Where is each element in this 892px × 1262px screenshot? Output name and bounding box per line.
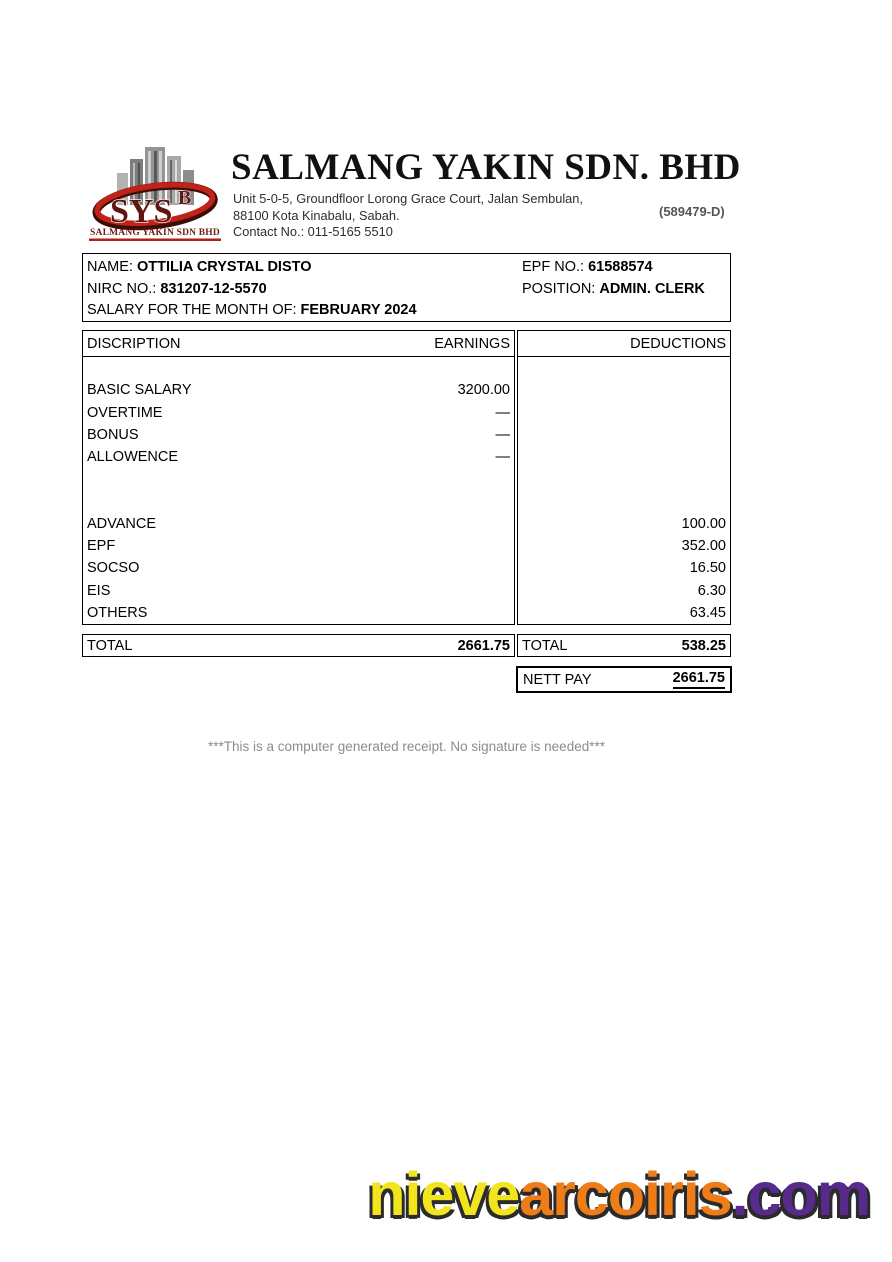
blank-row xyxy=(522,379,726,401)
row-label: EIS xyxy=(87,582,111,599)
address-line-2: 88100 Kota Kinabalu, Sabah. xyxy=(233,207,400,223)
nett-pay-box xyxy=(516,666,732,693)
deduction-label-row xyxy=(87,557,510,579)
row-label: OVERTIME xyxy=(87,404,163,421)
contact-line: Contact No.: 011-5165 5510 xyxy=(233,224,393,239)
row-amount: 100.00 xyxy=(681,515,726,532)
earnings-row xyxy=(87,446,510,468)
watermark-part-3: .com xyxy=(731,1160,870,1228)
earnings-column-header: EARNINGS xyxy=(434,335,510,352)
generated-receipt-note: ***This is a computer generated receipt. No signature is needed*** xyxy=(208,739,605,754)
salary-month-row xyxy=(87,300,726,322)
deductions-total-row xyxy=(517,634,731,657)
earnings-table-header xyxy=(83,331,514,357)
deduction-amount-row xyxy=(522,602,726,624)
deduction-label-row xyxy=(87,602,510,624)
deductions-table-header xyxy=(518,331,730,357)
employee-name-row xyxy=(87,257,522,279)
row-amount: — xyxy=(495,426,510,443)
deduction-amount-row xyxy=(522,535,726,557)
earnings-total-label: TOTAL xyxy=(87,637,133,654)
position-label: POSITION: xyxy=(522,280,596,297)
row-label: EPF xyxy=(87,538,116,555)
deductions-table xyxy=(517,330,731,625)
blank-row xyxy=(522,402,726,424)
logo-acronym-sup: B xyxy=(178,187,192,209)
earnings-row xyxy=(87,402,510,424)
blank-row xyxy=(522,468,726,490)
earnings-table xyxy=(82,330,515,625)
deductions-total-label: TOTAL xyxy=(522,637,568,654)
description-column-header: DISCRIPTION xyxy=(87,335,181,352)
watermark-part-1: nieve xyxy=(368,1160,520,1228)
deductions-total-amount: 538.25 xyxy=(681,637,726,654)
row-label: SOCSO xyxy=(87,560,140,577)
logo-underline xyxy=(89,239,221,242)
nett-pay-label: NETT PAY xyxy=(523,671,592,688)
name-label: NAME: xyxy=(87,259,133,275)
nirc-number: 831207-12-5570 xyxy=(160,280,267,297)
nett-pay-amount: 2661.75 xyxy=(673,670,725,689)
row-label: ADVANCE xyxy=(87,515,157,532)
blank-row xyxy=(522,424,726,446)
earnings-total-amount: 2661.75 xyxy=(457,637,510,654)
blank-row xyxy=(522,491,726,513)
epf-number: 61588574 xyxy=(588,259,653,275)
blank-row xyxy=(87,491,510,513)
row-label: ALLOWENCE xyxy=(87,449,179,466)
deductions-column-header: DEDUCTIONS xyxy=(630,335,726,352)
row-amount: — xyxy=(495,404,510,421)
deduction-label-row xyxy=(87,535,510,557)
watermark-text xyxy=(368,1160,870,1228)
blank-row xyxy=(522,357,726,379)
watermark-part-2: arcoiris xyxy=(519,1160,732,1228)
salary-month-value: FEBRUARY 2024 xyxy=(300,302,417,318)
earnings-total-row xyxy=(82,634,515,657)
company-logo xyxy=(88,143,222,243)
row-amount: — xyxy=(495,449,510,466)
logo-caption: SALMANG YAKIN SDN BHD xyxy=(90,228,220,238)
position-row xyxy=(522,279,726,301)
blank-row xyxy=(87,468,510,490)
buildings-logo-icon xyxy=(88,143,222,243)
logo-acronym-main: SYS xyxy=(110,193,173,230)
row-amount: 6.30 xyxy=(697,582,726,599)
nirc-label: NIRC NO.: xyxy=(87,280,157,297)
row-amount: 63.45 xyxy=(689,604,726,621)
deduction-label-row xyxy=(87,580,510,602)
position-value: ADMIN. CLERK xyxy=(599,280,705,297)
blank-row xyxy=(87,357,510,379)
row-amount: 352.00 xyxy=(681,538,726,555)
earnings-row xyxy=(87,379,510,401)
row-label: OTHERS xyxy=(87,604,148,621)
row-amount: 3200.00 xyxy=(457,382,510,399)
row-amount: 16.50 xyxy=(689,560,726,577)
earnings-table-body xyxy=(83,357,514,624)
company-name: SALMANG YAKIN SDN. BHD xyxy=(231,147,741,188)
salary-month-label: SALARY FOR THE MONTH OF: xyxy=(87,302,297,318)
employee-name: OTTILIA CRYSTAL DISTO xyxy=(136,259,312,275)
company-address xyxy=(233,191,583,241)
deduction-amount-row xyxy=(522,580,726,602)
deduction-amount-row xyxy=(522,557,726,579)
earnings-row xyxy=(87,424,510,446)
epf-row xyxy=(522,257,726,279)
deductions-table-body xyxy=(518,357,730,624)
nirc-row xyxy=(87,279,522,301)
deduction-amount-row xyxy=(522,513,726,535)
deduction-label-row xyxy=(87,513,510,535)
blank-row xyxy=(522,446,726,468)
employee-info-box xyxy=(82,253,731,322)
epf-label: EPF NO.: xyxy=(522,259,585,275)
registration-number: (589479-D) xyxy=(659,204,725,219)
row-label: BASIC SALARY xyxy=(87,382,192,399)
address-line-1: Unit 5-0-5, Groundfloor Lorong Grace Court, Jalan Sembulan, xyxy=(233,191,583,206)
row-label: BONUS xyxy=(87,426,139,443)
